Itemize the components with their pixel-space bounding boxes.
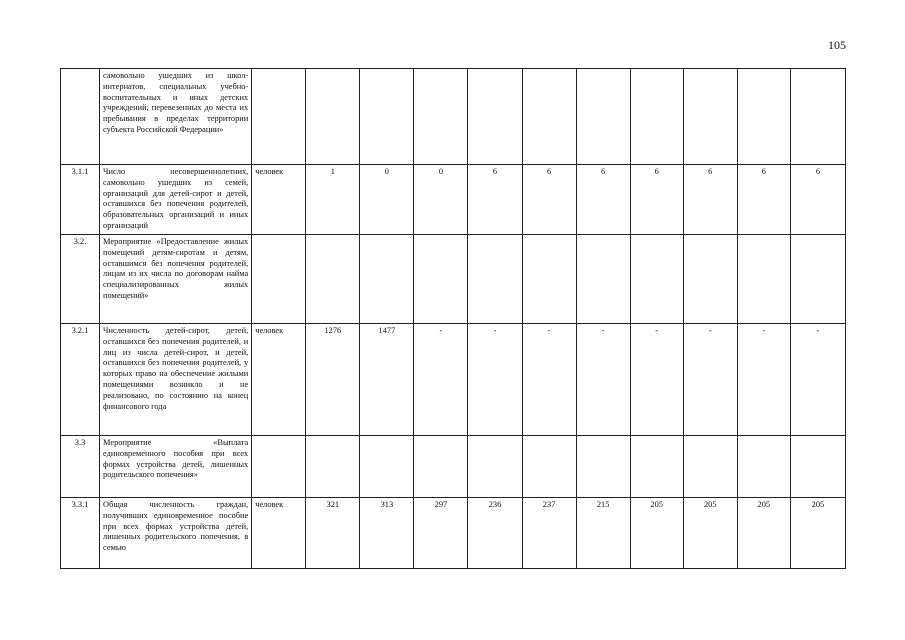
value-cell: 0 xyxy=(360,165,414,235)
value-cell: 237 xyxy=(522,498,576,569)
value-cell xyxy=(306,235,360,324)
value-cell xyxy=(522,235,576,324)
value-cell: 6 xyxy=(683,165,737,235)
unit-cell: человек xyxy=(252,498,306,569)
unit-cell xyxy=(252,436,306,498)
page-number: 105 xyxy=(828,38,846,52)
value-cell xyxy=(630,235,683,324)
value-cell: 6 xyxy=(737,165,790,235)
value-cell: 205 xyxy=(683,498,737,569)
indicator-description-cell: Численность детей-сирот, детей, оставшихся без попечения родителей, и лиц из числа детей-сирот, и детей, оставшихся без попечения родителей, у которых право на обеспечение жилыми помещениями возникло и не реализовано, по состоянию на конец финансового года xyxy=(100,324,252,436)
value-cell: 205 xyxy=(790,498,845,569)
value-cell xyxy=(522,436,576,498)
value-cell: 1 xyxy=(306,165,360,235)
value-cell xyxy=(414,69,468,165)
value-cell xyxy=(360,436,414,498)
value-cell: 313 xyxy=(360,498,414,569)
value-cell: - xyxy=(790,324,845,436)
unit-cell xyxy=(252,69,306,165)
unit-cell: человек xyxy=(252,165,306,235)
value-cell: 0 xyxy=(414,165,468,235)
value-cell xyxy=(790,69,845,165)
value-cell: 6 xyxy=(468,165,522,235)
value-cell: - xyxy=(630,324,683,436)
value-cell xyxy=(414,436,468,498)
row-number-cell: 3.3 xyxy=(61,436,100,498)
indicator-description-cell: самовольно ушедших из школ-интернатов, специальных учебно-воспитательных и иных детских учреждений, перевезенных до места их пребывания в пределах территории субъекта Российской Федерации» xyxy=(100,69,252,165)
unit-cell: человек xyxy=(252,324,306,436)
value-cell: - xyxy=(522,324,576,436)
table-row xyxy=(61,235,846,324)
value-cell: 6 xyxy=(790,165,845,235)
indicators-table xyxy=(60,68,846,569)
indicator-description-cell: Мероприятие «Выплата единовременного пособия при всех формах устройства детей, лишенных родительского попечения» xyxy=(100,436,252,498)
value-cell xyxy=(306,69,360,165)
indicator-description-cell: Мероприятие «Предоставление жилых помещений детям-сиротам и детям, оставшимся без попечения родителей, лицам из их числа по договорам найма специализированных жилых помещений» xyxy=(100,235,252,324)
value-cell xyxy=(468,69,522,165)
value-cell: 6 xyxy=(576,165,630,235)
unit-cell xyxy=(252,235,306,324)
value-cell: 6 xyxy=(630,165,683,235)
value-cell: - xyxy=(683,324,737,436)
value-cell xyxy=(468,235,522,324)
table-row xyxy=(61,165,846,235)
value-cell xyxy=(576,69,630,165)
table-row xyxy=(61,69,846,165)
value-cell: 1276 xyxy=(306,324,360,436)
value-cell: - xyxy=(737,324,790,436)
value-cell xyxy=(683,69,737,165)
table-row xyxy=(61,324,846,436)
value-cell: - xyxy=(576,324,630,436)
value-cell xyxy=(576,436,630,498)
value-cell: 297 xyxy=(414,498,468,569)
value-cell xyxy=(737,235,790,324)
value-cell xyxy=(468,436,522,498)
indicator-description-cell: Число несовершеннолетних, самовольно ушедших из семей, организаций для детей-сирот и детей, оставшихся без попечения родителей, образовательных организаций и иных организаций xyxy=(100,165,252,235)
indicator-description-cell: Общая численность граждан, получивших единовременное пособие при всех формах устройства детей, лишенных родительского попечения, в семью xyxy=(100,498,252,569)
value-cell xyxy=(683,235,737,324)
value-cell xyxy=(630,69,683,165)
value-cell: 205 xyxy=(630,498,683,569)
value-cell xyxy=(360,235,414,324)
value-cell xyxy=(737,436,790,498)
value-cell xyxy=(630,436,683,498)
value-cell xyxy=(414,235,468,324)
value-cell xyxy=(790,235,845,324)
row-number-cell: 3.2.1 xyxy=(61,324,100,436)
row-number-cell: 3.3.1 xyxy=(61,498,100,569)
value-cell: 321 xyxy=(306,498,360,569)
value-cell xyxy=(737,69,790,165)
value-cell: 1477 xyxy=(360,324,414,436)
table-row xyxy=(61,498,846,569)
row-number-cell: 3.1.1 xyxy=(61,165,100,235)
value-cell xyxy=(522,69,576,165)
value-cell: 205 xyxy=(737,498,790,569)
value-cell xyxy=(683,436,737,498)
value-cell xyxy=(306,436,360,498)
value-cell: 236 xyxy=(468,498,522,569)
value-cell: 6 xyxy=(522,165,576,235)
value-cell xyxy=(576,235,630,324)
value-cell: - xyxy=(468,324,522,436)
row-number-cell xyxy=(61,69,100,165)
row-number-cell: 3.2. xyxy=(61,235,100,324)
value-cell xyxy=(790,436,845,498)
value-cell: - xyxy=(414,324,468,436)
value-cell: 215 xyxy=(576,498,630,569)
table-row xyxy=(61,436,846,498)
value-cell xyxy=(360,69,414,165)
